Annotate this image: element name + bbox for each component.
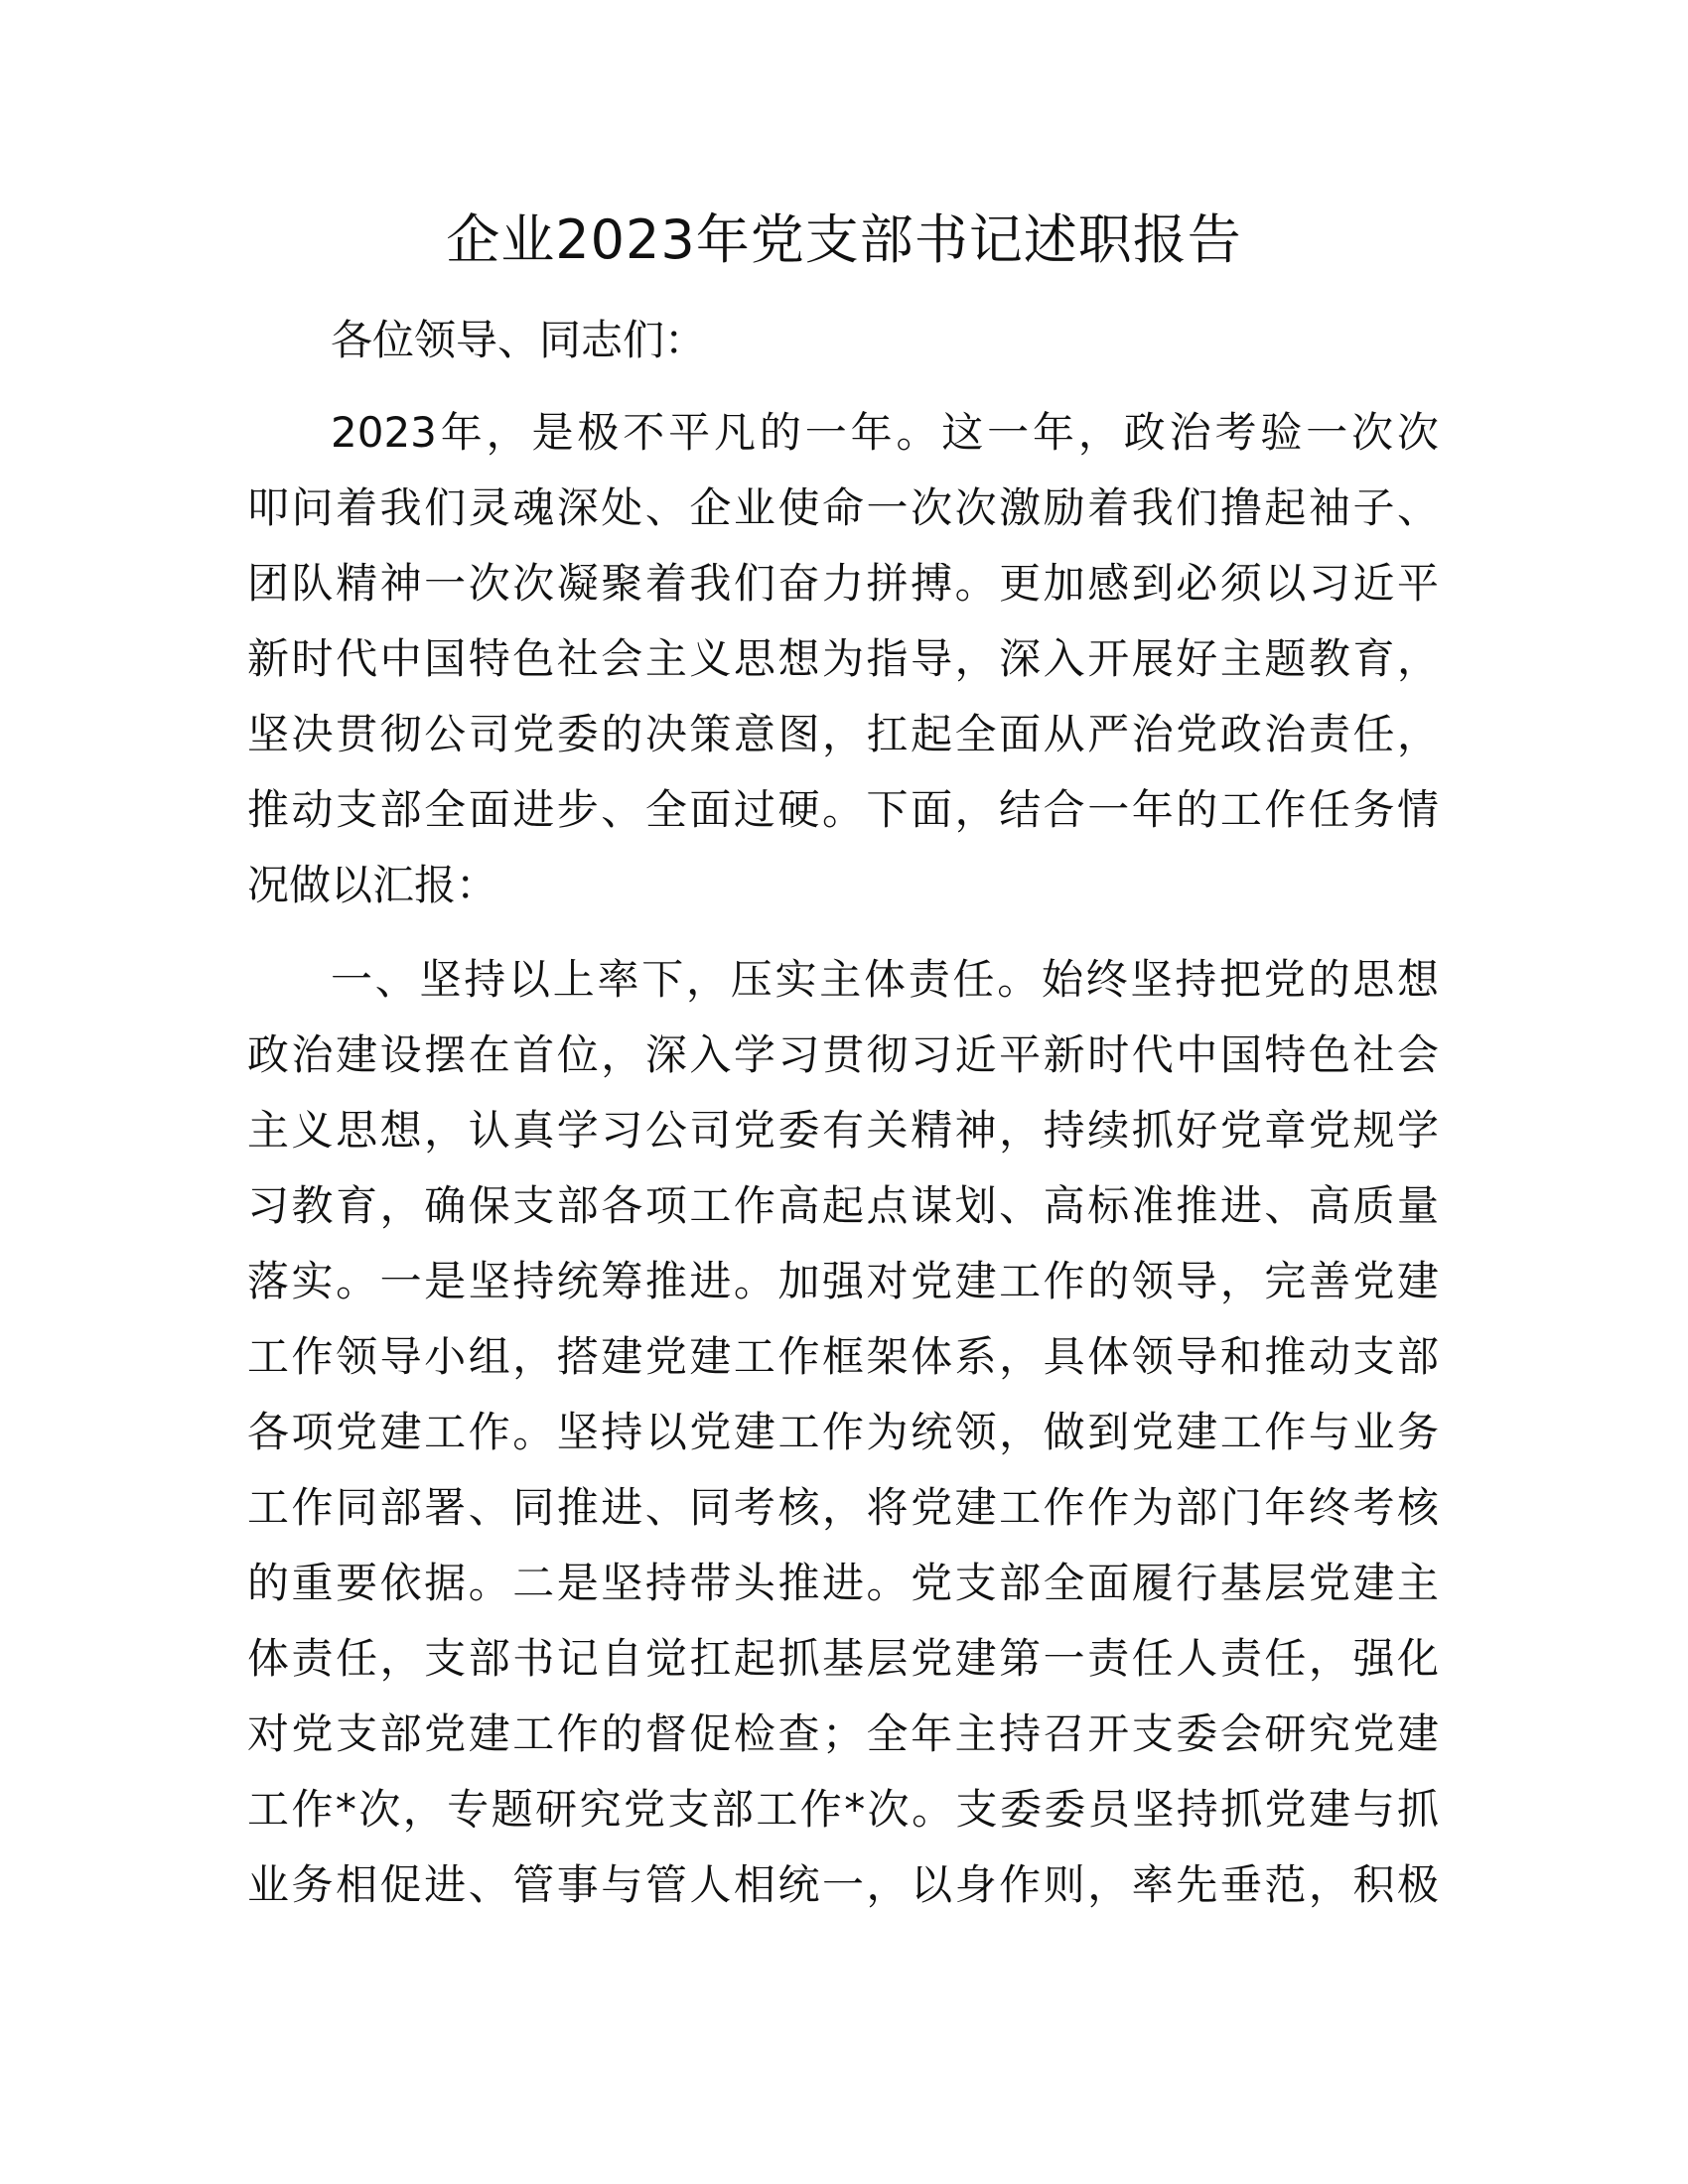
paragraph-line: 业务相促进、管事与管人相统一，以身作则，率先垂范，积极	[247, 1860, 1439, 1909]
paragraph-line: 2023年，是极不平凡的一年。这一年，政治考验一次次	[331, 408, 1439, 457]
salutation: 各位领导、同志们：	[331, 316, 707, 364]
paragraph-line: 政治建设摆在首位，深入学习贯彻习近平新时代中国特色社会	[247, 1030, 1439, 1079]
paragraph-line: 坚决贯彻公司党委的决策意图，扛起全面从严治党政治责任，	[247, 710, 1439, 758]
paragraph-line: 工作领导小组，搭建党建工作框架体系，具体领导和推动支部	[247, 1332, 1439, 1381]
paragraph-line: 况做以汇报：	[247, 861, 498, 909]
paragraph-line: 主义思想，认真学习公司党委有关精神，持续抓好党章党规学	[247, 1106, 1439, 1155]
paragraph-line: 叩问着我们灵魂深处、企业使命一次次激励着我们撸起袖子、	[247, 483, 1439, 532]
paragraph-line: 体责任，支部书记自觉扛起抓基层党建第一责任人责任，强化	[247, 1634, 1439, 1683]
paragraph-line: 的重要依据。二是坚持带头推进。党支部全面履行基层党建主	[247, 1559, 1439, 1607]
paragraph-line: 对党支部党建工作的督促检查；全年主持召开支委会研究党建	[247, 1709, 1439, 1758]
paragraph-line: 习教育，确保支部各项工作高起点谋划、高标准推进、高质量	[247, 1181, 1439, 1230]
paragraph-line: 推动支部全面进步、全面过硬。下面，结合一年的工作任务情	[247, 785, 1439, 834]
paragraph-line: 团队精神一次次凝聚着我们奋力拼搏。更加感到必须以习近平	[247, 559, 1439, 608]
paragraph-line: 一、坚持以上率下，压实主体责任。始终坚持把党的思想	[331, 955, 1439, 1004]
paragraph-intro	[247, 395, 1439, 923]
paragraph-line: 工作同部署、同推进、同考核，将党建工作作为部门年终考核	[247, 1483, 1439, 1532]
paragraph-line: 各项党建工作。坚持以党建工作为统领，做到党建工作与业务	[247, 1408, 1439, 1456]
paragraph-line: 新时代中国特色社会主义思想为指导，深入开展好主题教育，	[247, 634, 1439, 683]
paragraph-line: 落实。一是坚持统筹推进。加强对党建工作的领导，完善党建	[247, 1257, 1439, 1305]
document-title: 企业2023年党支部书记述职报告	[446, 208, 1242, 271]
paragraph-section-one	[247, 942, 1439, 1923]
paragraph-line: 工作*次，专题研究党支部工作*次。支委委员坚持抓党建与抓	[247, 1785, 1439, 1834]
